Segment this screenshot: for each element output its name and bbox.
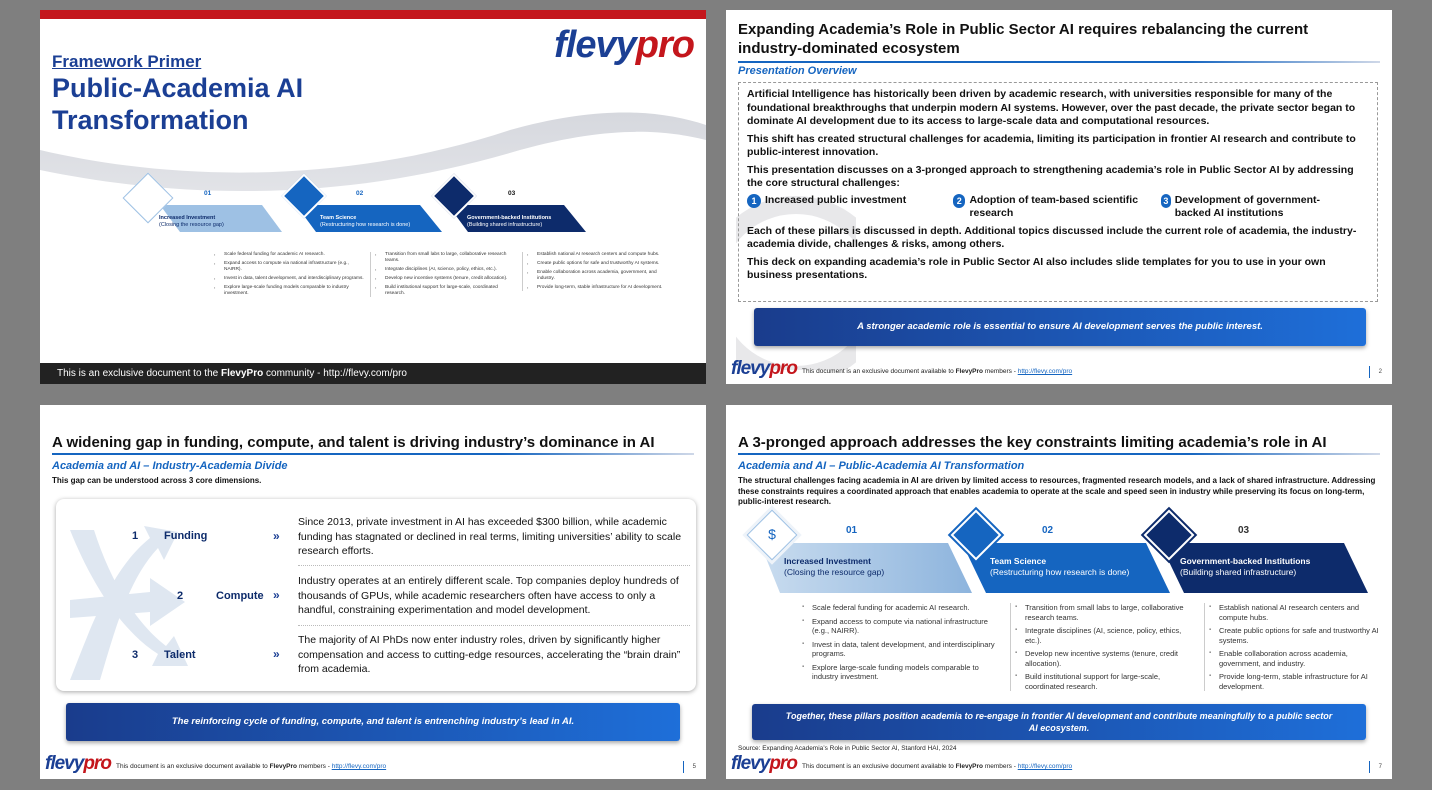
pillar-bullets-2: ▪ Transition from small labs to large, collaborative research teams. ▪ Integrate disciplines (AI, science, policy, ethics, etc.). ▪ Develop new incentive systems (tenure, credit allocation). ▪ Build institutional support for large-scale, coordinated research. [1010,603,1198,691]
divide-label-2: Compute [216,590,264,602]
overview-pillar-list [747,194,1369,221]
divide-text-1: Since 2013, private investment in AI has exceeded $300 billion, while academic funding has stagnated or declined in real terms, limiting universities’ ability to scale research efforts. [298,516,682,557]
slide2-subtitle: Presentation Overview [738,65,857,77]
divider [298,565,690,566]
slide-overview[interactable] [726,10,1392,384]
flevypro-logo: flevypro [554,24,694,66]
pillar-mini-bullets-3: ▪ Establish national AI research centers and compute hubs. ▪ Create public options for safe and trustworthy AI systems. ▪ Enable collaboration across academia, government, and industry. ▪ Provide long-term, stable infrastructure for AI development. [522,252,670,291]
chevron-right-icon: » [273,588,280,602]
divide-num-3: 3 [132,649,139,661]
cover-kicker: Framework Primer [52,52,202,71]
slide3-subtitle: Academia and AI – Industry-Academia Divide [52,460,288,472]
slide4-intro: The structural challenges facing academia in AI are driven by limited access to resources, fragmented research models, and a lack of shared infrastructure. Addressing these constraints requires a coordinated approach that enables academia to operate at the scale and speed seen in industry while preserving its focus on long-term, public-interest research. [738,476,1376,506]
page-number: 2 [1369,366,1382,378]
slide-cover[interactable] [40,10,706,384]
title-rule [738,61,1380,63]
slide4-subtitle: Academia and AI – Public-Academia AI Transformation [738,460,1025,472]
slide-approach[interactable] [726,405,1392,779]
divider [298,625,690,626]
pillar-label-2: Team Science (Restructuring how research is done) [990,556,1130,577]
footer-logo: flevypro [731,753,797,774]
pillar-num-2: 02 [1042,525,1054,536]
cover-title [52,72,303,136]
overview-item-2: 2 Adoption of team-based scientific research [953,194,1161,221]
footer-logo: flevypro [45,753,111,774]
slide4-title: A 3-pronged approach addresses the key constraints limiting academia’s role in AI [738,434,1327,451]
divide-text-2: Industry operates at an entirely different scale. Top companies deploy hundreds of thousands of GPUs, while academic researchers often have access to only a handful, constraining experimentation and model development. [298,575,679,616]
source-note: Source: Expanding Academia’s Role in Public Sector AI, Stanford HAI, 2024 [738,745,957,752]
pillar-mini-bullets-1: ▪ Scale federal funding for academic AI research. ▪ Expand access to compute via national infrastructure (e.g., NAIRR). ▪ Invest in data, talent development, and interdisciplinary programs. ▪ Explore large-scale funding models comparable to industry investment. [214,252,364,297]
slide2-title: Expanding Academia’s Role in Public Sector AI requires rebalancing the current industry-dominated ecosystem [738,21,1309,57]
overview-p3: This presentation discusses on a 3-pronged approach to strengthening academia’s role in Public Sector AI by addressing the core structural challenges: [747,163,1354,189]
cover-title-line2: Transformation [52,105,249,135]
chevron-right-icon: » [273,647,280,661]
slide-divide[interactable] [40,405,706,779]
title-rule [738,453,1380,455]
overview-p5: This deck on expanding academia’s role in Public Sector AI also includes slide templates for you to use in your own business presentations. [747,255,1326,281]
overview-p4: Each of these pillars is discussed in depth. Additional topics discussed include the current role of academia, the industry-academia divide, challenges & risks, among others. [747,224,1357,250]
footer-text: This document is an exclusive document available to FlevyPro members - http://flevy.com/pro [802,368,1073,375]
pillar-mini-label-1: Increased Investment (Closing the resource gap) [159,215,224,228]
slide2-footer [726,360,1392,384]
slide4-banner: Together, these pillars position academia to re-engage in frontier AI development and contribute meaningfully to a public sector AI ecosystem. [752,704,1366,740]
slide3-footer [40,755,706,779]
slide3-intro: This gap can be understood across 3 core dimensions. [52,476,262,485]
divide-num-2: 2 [177,590,184,602]
slide2-banner: A stronger academic role is essential to ensure AI development serves the public interest. [754,308,1366,346]
pillars-mini-chevrons [124,180,704,240]
dollar-icon: $ [768,526,776,542]
divide-label-3: Talent [164,649,196,661]
pillar-bullets-1: ▪ Scale federal funding for academic AI research. ▪ Expand access to compute via national infrastructure (e.g., NAIRR). ▪ Invest in data, talent development, and interdisciplinary programs. ▪ Explore large-scale funding models comparable to industry investment. [802,603,998,682]
footer-link[interactable]: http://flevy.com/pro [1017,368,1073,375]
chevron-right-icon: » [273,529,280,543]
pillar-num-3: 03 [1238,525,1250,536]
page-number: 7 [1369,761,1382,773]
pillar-num-2: 02 [356,190,364,197]
cover-title-line1: Public-Academia AI [52,73,304,103]
pillars-mini [124,180,704,330]
pillar-num-1: 01 [204,190,212,197]
pillar-num-1: 01 [846,525,858,536]
pillar-mini-label-2: Team Science (Restructuring how research is done) [320,215,411,228]
overview-p2: This shift has created structural challenges for academia, limiting its participation in frontier AI research and contribute to public-interest innovation. [747,132,1356,158]
overview-box [738,82,1378,302]
pillar-mini-bullets-2: ▪ Transition from small labs to large, collaborative research teams. ▪ Integrate disciplines (AI, science, policy, ethics, etc.). ▪ Develop new incentive systems (tenure, credit allocation). ▪ Build institutional support for large-scale, coordinated research. [370,252,518,297]
divide-num-1: 1 [132,530,139,542]
footer-text: This document is an exclusive document available to FlevyPro members - http://flevy.com/pro [802,763,1073,770]
pillar-label-3: Government-backed Institutions (Building shared infrastructure) [1180,556,1311,577]
footer-logo: flevypro [731,358,797,379]
title-rule [52,453,694,455]
page-number: 5 [683,761,696,773]
footer-link[interactable]: http://flevy.com/pro [1017,763,1073,770]
overview-item-1: 1 Increased public investment [747,194,953,221]
pillar-mini-label-3: Government-backed Institutions (Building shared infrastructure) [467,215,552,228]
divide-label-1: Funding [164,530,208,542]
pillar-bullets-3: ▪ Establish national AI research centers and compute hubs. ▪ Create public options for safe and trustworthy AI systems. ▪ Enable collaboration across academia, government, and industry. ▪ Provide long-term, stable infrastructure for AI development. [1204,603,1384,691]
slide3-banner: The reinforcing cycle of funding, compute, and talent is entrenching industry’s lead in AI. [66,703,680,741]
divide-text-3: The majority of AI PhDs now enter industry roles, driven by significantly higher compensation and access to cutting-edge resources, accelerating the “brain drain” from academia. [298,634,681,675]
footer-link[interactable]: http://flevy.com/pro [331,763,387,770]
cover-footer: This is an exclusive document to the FlevyPro community - http://flevy.com/pro [40,363,706,384]
slide4-footer [726,755,1392,779]
overview-item-3: 3 Development of government-backed AI institutions [1161,194,1351,221]
pillar-num-3: 03 [508,190,516,197]
pillar-label-1: Increased Investment (Closing the resource gap) [784,556,885,577]
footer-text: This document is an exclusive document available to FlevyPro members - http://flevy.com/pro [116,763,387,770]
slide3-title: A widening gap in funding, compute, and talent is driving industry’s dominance in AI [52,434,655,451]
overview-p1: Artificial Intelligence has historically been driven by academic research, with universities responsible for many of the foundational breakthroughs that underpin modern AI systems. However, over the past decade, the private sector began to dominate AI development due to its access to large-scale data and computational resources. [747,88,1356,127]
